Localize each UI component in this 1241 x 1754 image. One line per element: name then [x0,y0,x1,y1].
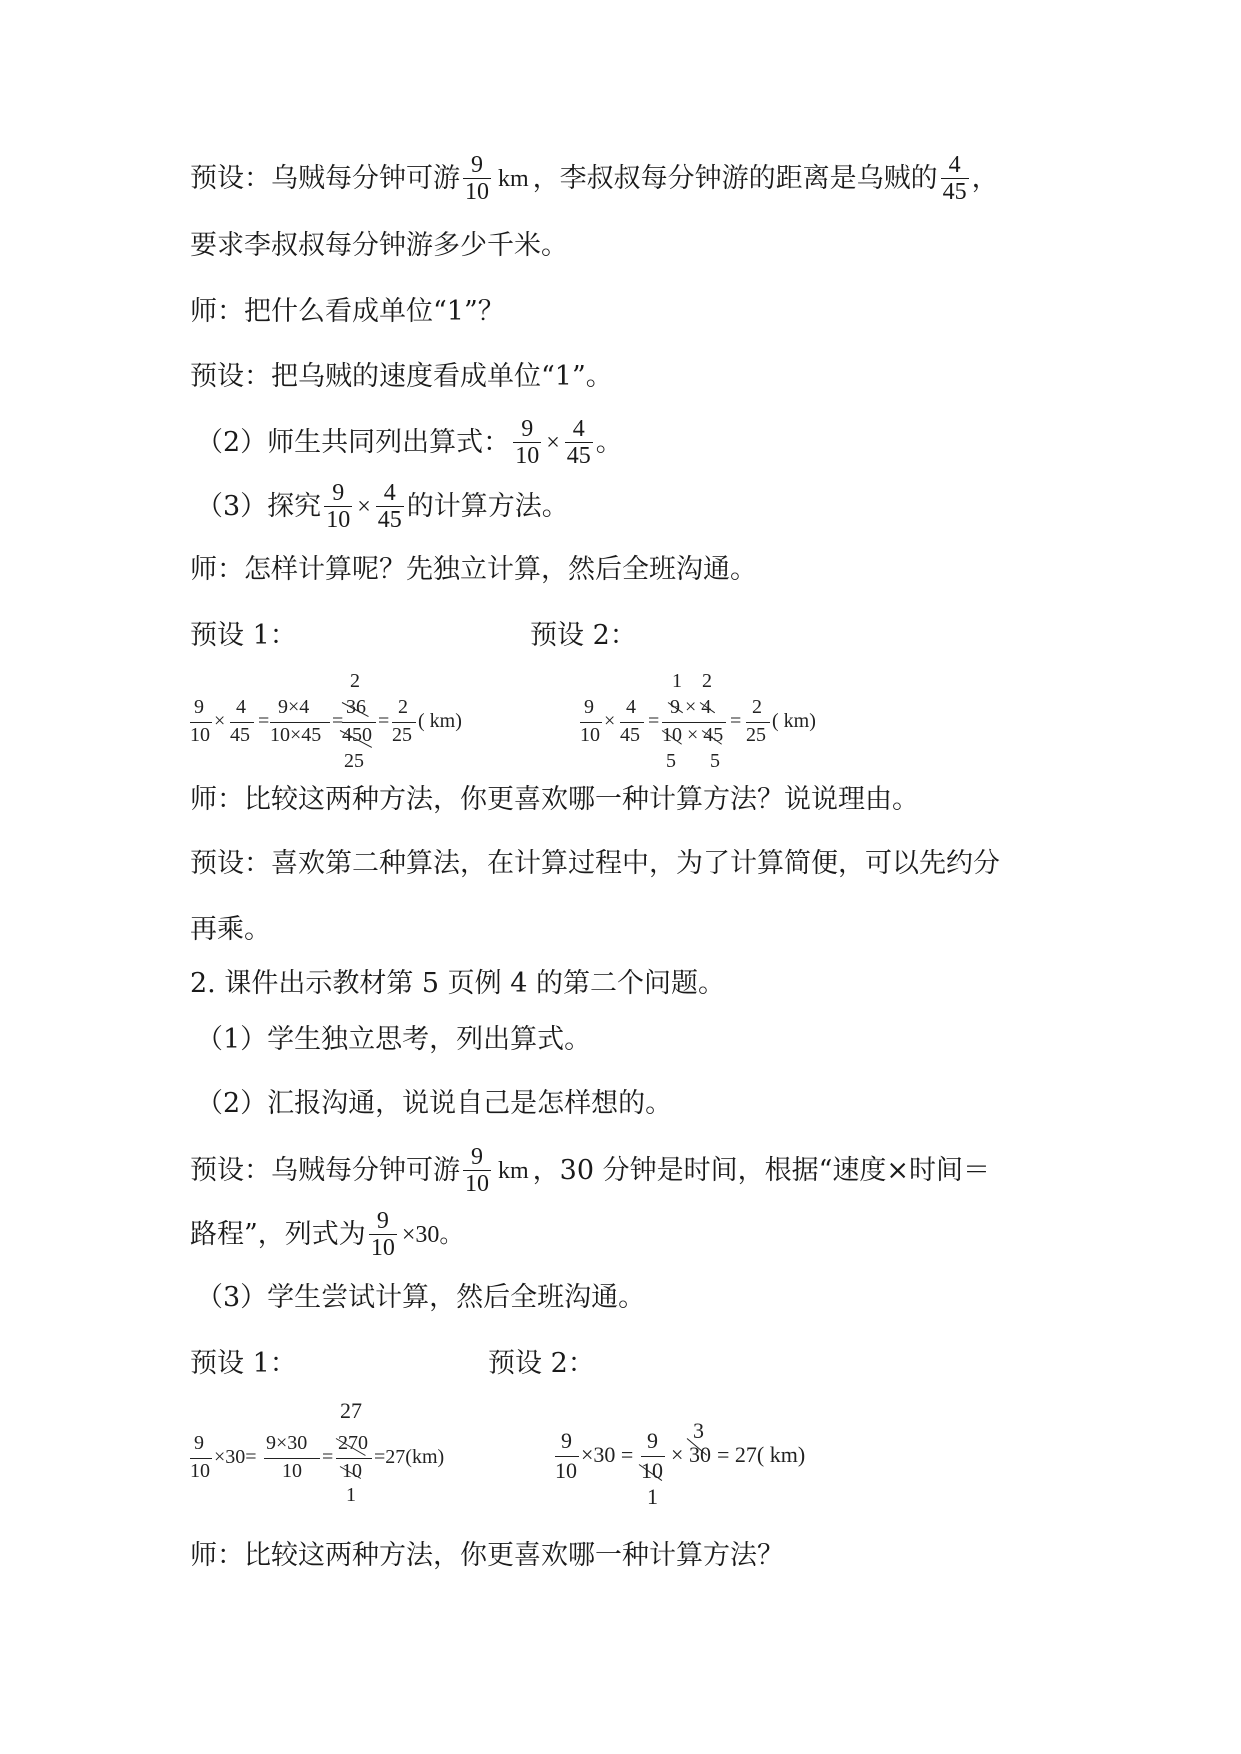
fraction [463,152,491,205]
numerator: 9 [332,480,345,506]
calc-2-bot2: 5 [710,750,720,772]
calc-1-top: 2 [350,670,360,692]
calc-2-d1: 10 [580,724,600,746]
calc-4-x30: ×30 = [581,1442,634,1467]
calc-2-eq1: = [648,710,660,732]
numerator: 4 [948,152,961,178]
calc-1 [190,670,480,770]
calc-1-n4: 36 [346,696,366,718]
calc-3-rest1: ×30= [214,1446,257,1468]
fraction-bar [746,722,770,723]
numerator: 4 [572,416,585,442]
text: 预设：乌贼每分钟可游 [190,1154,460,1186]
fraction-bar [662,722,726,723]
numerator: 9 [471,152,483,178]
calc-1-d2: 45 [230,724,250,746]
calc-2-d4: 25 [746,724,766,746]
paragraph-line-12: 2. 课件出示教材第 5 页例 4 的第二个问题。 [190,968,726,999]
denominator: 10 [465,1171,489,1197]
calc-2-top2: 2 [702,670,712,692]
denominator: 45 [566,443,591,469]
fraction-bar [392,722,416,723]
denominator: 10 [515,443,540,469]
numerator: 9 [376,1208,389,1234]
calc-2 [580,670,840,770]
times-sign: × [546,429,560,456]
paragraph-line-5 [196,416,623,469]
paragraph-line-7: 师：怎样计算呢？先独立计算，然后全班沟通。 [190,554,757,585]
paragraph-line-11: 再乘。 [190,914,271,945]
calc-2-d3: 10 × 45 [662,724,724,746]
calc-4-rest: = 27( km) [717,1442,806,1467]
calc-4-d1: 10 [555,1458,577,1483]
paragraph-line-10: 预设：喜欢第二种算法，在计算过程中，为了计算简便，可以先约分 [190,848,1000,879]
calc-2-n2: 4 [626,696,636,718]
calc-2-unit: ( km) [772,710,816,732]
paragraph-line-17: （3）学生尝试计算，然后全班沟通。 [196,1282,646,1313]
calc-1-n3: 9×4 [278,696,310,718]
text: （2）师生共同列出算式： [196,426,511,458]
calc-4-n3: 30 [689,1442,711,1467]
fraction [369,1208,397,1261]
denominator: 10 [465,179,489,205]
preset-2-label-b: 预设 2： [488,1348,595,1379]
fraction-bar [336,1458,372,1459]
preset-1-label: 预设 1： [190,620,297,651]
calc-1-n5: 2 [398,696,408,718]
paragraph-line-3: 师：把什么看成单位“1”？ [190,296,505,327]
calc-1-d1: 10 [190,724,210,746]
fraction-bar [580,722,602,723]
fraction [376,480,404,533]
calc-1-eq2: = [332,710,344,732]
paragraph-line-14: （2）汇报沟通，说说自己是怎样想的。 [196,1088,673,1119]
paragraph-line-19: 师：比较这两种方法，你更喜欢哪一种计算方法？ [190,1540,784,1571]
fraction [324,480,352,533]
calc-4-top: 3 [693,1418,704,1443]
text: 路程”，列式为 [190,1218,366,1250]
calc-2-times: × [604,710,616,732]
text: ， [971,162,999,194]
paragraph-line-13: （1）学生独立思考，列出算式。 [196,1024,592,1055]
text: ×30。 [401,1221,464,1248]
calc-3-bottom: 1 [346,1484,356,1506]
denominator: 45 [377,507,402,533]
unit: km [498,1157,529,1184]
fraction-bar [270,722,330,723]
calc-1-unit: ( km) [418,710,462,732]
text: ，30 分钟是时间，根据“速度×时间＝ [532,1154,991,1186]
numerator: 9 [521,416,534,442]
calc-3-rest2: =27(km) [374,1446,445,1468]
preset-1-label-b: 预设 1： [190,1348,297,1379]
calc-2-bot1: 5 [666,750,676,772]
calc-4-bottom: 1 [647,1484,658,1509]
denominator: 45 [942,179,967,205]
calc-3-n2: 9×30 [266,1432,308,1454]
paragraph-line-2: 要求李叔叔每分钟游多少千米。 [190,230,568,261]
calc-1-bottom: 25 [344,750,364,772]
paragraph-line-16 [190,1208,465,1261]
fraction-bar [190,1458,212,1459]
calc-4-d2: 10 [641,1458,663,1483]
paragraph-line-1 [190,152,999,205]
calc-2-top1: 1 [672,670,682,692]
calc-4 [555,1402,845,1512]
calc-4-times: × [671,1442,684,1467]
fraction [513,416,541,469]
denominator: 10 [370,1235,395,1261]
text: ，李叔叔每分钟游的距离是乌贼的 [532,162,938,194]
numerator: 4 [383,480,396,506]
calc-3-n1: 9 [194,1432,204,1454]
calc-2-eq2: = [730,710,742,732]
calc-1-n2: 4 [236,696,246,718]
times-sign: × [357,493,371,520]
fraction-bar [230,722,254,723]
calc-3-n3: 270 [338,1432,368,1454]
fraction [463,1144,491,1197]
paragraph-line-9: 师：比较这两种方法，你更喜欢哪一种计算方法？说说理由。 [190,784,919,815]
paragraph-line-4: 预设：把乌贼的速度看成单位“1”。 [190,361,613,392]
calc-3-d3: 10 [342,1460,362,1482]
fraction-bar [555,1456,579,1457]
calc-1-times: × [214,710,226,732]
fraction-bar [641,1456,665,1457]
calc-3-eq1: = [322,1446,334,1468]
text: 。 [595,426,623,458]
numerator: 9 [471,1144,483,1170]
paragraph-line-15 [190,1144,990,1197]
fraction-bar [264,1458,320,1459]
fraction [565,416,593,469]
calc-3 [190,1396,490,1506]
denominator: 10 [326,507,351,533]
calc-1-n1: 9 [194,696,204,718]
fraction-bar [190,722,212,723]
calc-3-d1: 10 [190,1460,210,1482]
calc-2-n4: 2 [752,696,762,718]
paragraph-line-6 [196,480,569,533]
calc-2-n3: 9 × 4 [670,696,712,718]
calc-4-n1: 9 [561,1428,572,1453]
fraction [941,152,969,205]
fraction-bar [620,722,644,723]
calc-1-eq1: = [258,710,270,732]
calc-1-d4: 450 [342,724,372,746]
text: （3）探究 [196,490,322,522]
text: 预设：乌贼每分钟可游 [190,162,460,194]
calc-1-d5: 25 [392,724,412,746]
calc-4-n2: 9 [647,1428,658,1453]
preset-2-label: 预设 2： [530,620,637,651]
calc-3-top: 27 [340,1398,362,1423]
unit: km [498,165,529,192]
text: 的计算方法。 [406,490,569,522]
calc-2-d2: 45 [620,724,640,746]
calc-1-eq3: = [378,710,390,732]
calc-2-n1: 9 [584,696,594,718]
fraction-bar [342,722,376,723]
calc-1-d3: 10×45 [270,724,322,746]
calc-3-d2: 10 [282,1460,302,1482]
